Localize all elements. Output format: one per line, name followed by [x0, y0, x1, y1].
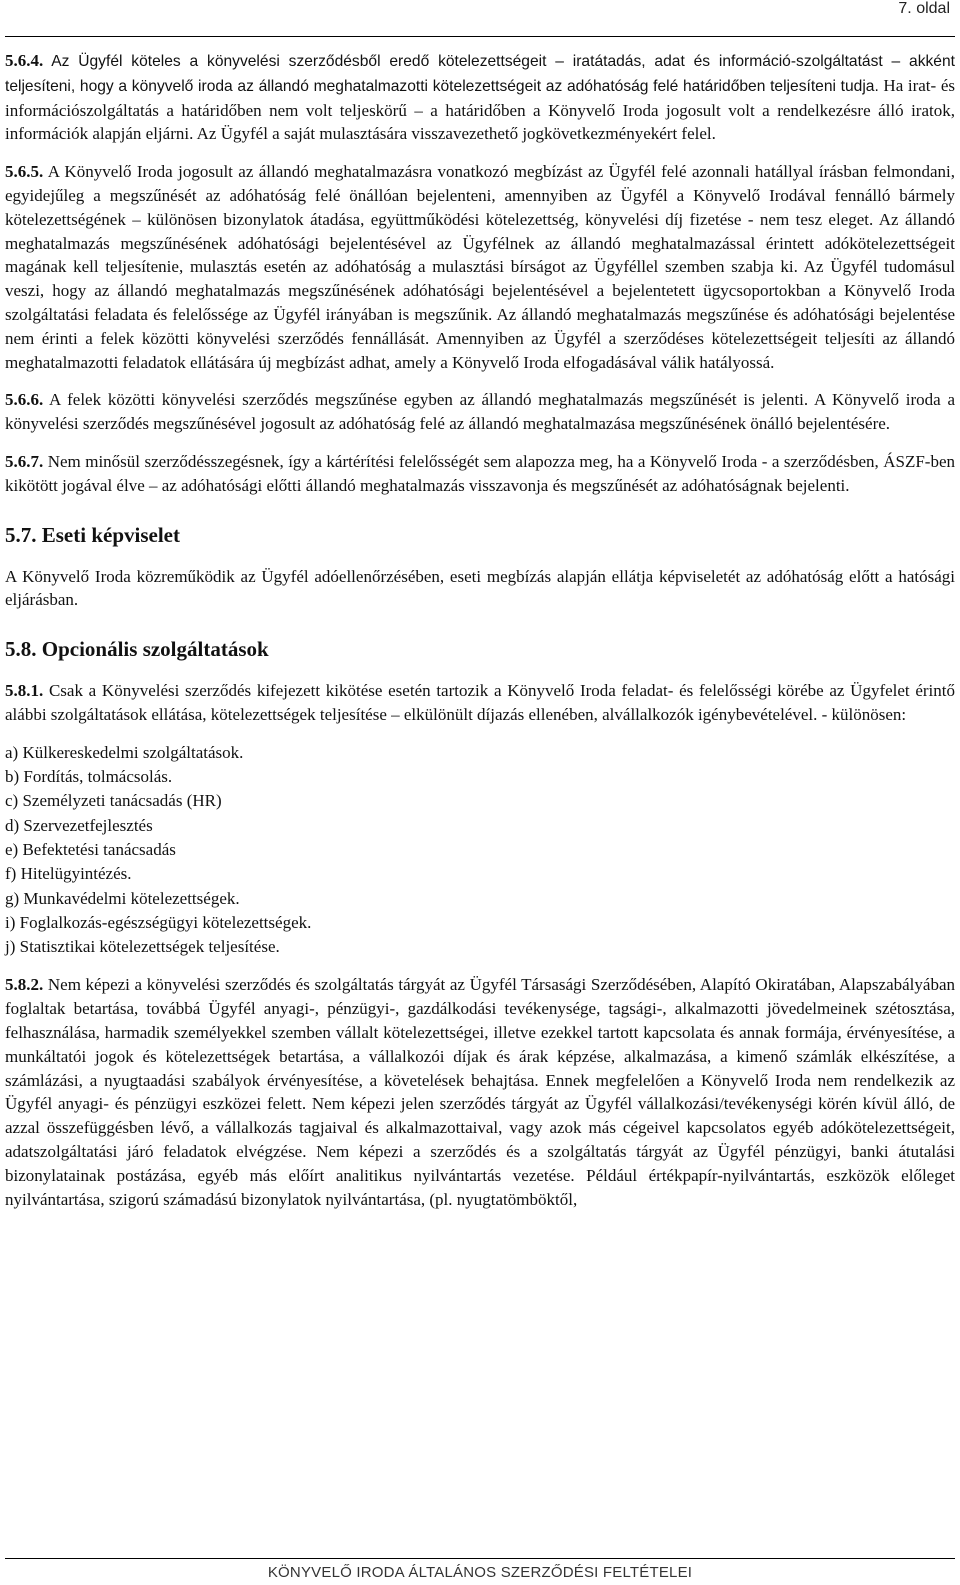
paragraph-text: Nem képezi a könyvelési szerződés és szolgáltatás tárgyát az Ügyfél Társasági Szerződésében, Alapító Okiratában, Alapszabályában foglaltak betartása, továbbá Ügyfél anyagi-, pénzügyi-, gazdálkodási tevékenysége, tagsági-, alkalmazotti jövedelmeinek szétosztása, felhasználása, harmadik személyekkel szemben vállalt kötelezettségei, illetve ezekkel tartott kapcsolata és annak formája, érvényesítése, a munkáltatói jogok és kötelezettségek betartása, a vállalkozói díjak és árak képzése, alkalmazása, a kimenő számlák elkészítése, a számlázási, a nyugtaadási szabályok érvényesítése, a követelések behajtása. Ennek megfelelően a Könyvelő Iroda nem rendelkezik az Ügyfél anyagi- és pénzügyi eszközei felett. Nem képezi jelen szerződés tárgyát az Ügyfél vállalkozási/tevékenységi körén kívül álló, de azzal összefüggésben lévő, a vállalkozás tagjaival és alkalmazottaival, vagy azok más cégeivel kapcsolatos egyéb adókötelezettségeit, adatszolgáltatási járó feladatok elvégzése. Nem képezi a szerződés és a szolgáltatás tárgyát az Ügyfél pénzügyi, banki átutalási bizonylatainak postázása, egyéb más előírt analitikus nyilvántartás vezetése. Például értékpapír-nyilvántartás, eszközök előleget nyilvántartása, szigorú számadású bizonylatok nyilvántartása, (pl. nyugtatömböktől, — [5, 975, 955, 1209]
document-body — [5, 49, 955, 1225]
paragraph-text: Nem minősül szerződésszegésnek, így a kártérítési felelősségét sem alapozza meg, ha a Könyvelő Iroda - a szerződésben, ÁSZF-ben kikötött jogával élve – az adóhatósági előtti állandó meghatalmazás visszavonja és megszűnését az adóhatóságnak bejelenti. — [5, 451, 955, 495]
paragraph-text: A felek közötti könyvelési szerződés megszűnése egyben az állandó meghatalmazás megszűnését is jelenti. A Könyvelő iroda a könyvelési szerződés megszűnésével jogosult az adóhatóság felé az állandó meghatalmazása megszűnésének önálló bejelentésére. — [5, 390, 955, 434]
section-number: 5.8.2. — [5, 975, 44, 995]
section-number: 5.6.4. — [5, 51, 44, 70]
heading-5-8: 5.8. Opcionális szolgáltatások — [5, 637, 269, 662]
footer-title: KÖNYVELŐ IRODA ÁLTALÁNOS SZERZŐDÉSI FELTÉTELEI — [267, 1564, 693, 1581]
paragraph-text: A Könyvelő Iroda jogosult az állandó meghatalmazásra vonatkozó megbízást az Ügyfél felé azonnali hatállyal írásban felmondani, egyidejűleg a megszűnését az adóhatóság felé önállóan bejelenteni, amennyiben az Ügyfél a Könyvelő Irodával fennálló bármely kötelezettségének – különösen bizonylatok átadása, együttműködési kötelezettség, könyvelési díj fizetése - nem tesz eleget. Az állandó meghatalmazás megszűnésének adóhatósági bejelentésével az Ügyfélnek az állandó meghatalmazással érintett adókötelezettségeit magának kell teljesítenie, mulasztás esetén az adóhatóság a mulasztási bírságot az Ügyféllel szemben szabja ki. Az Ügyfél tudomásul veszi, hogy az állandó meghatalmazás megszűnésének adóhatósági bejelentésével a bejelentetett ügycsoportokban a Könyvelő Iroda szolgáltatási feladata és felelőssége az Ügyfél irányában is megszűnik. Az állandó meghatalmazás megszűnése és adóhatósági bejelentése nem érinti a felek közötti könyvelési szerződés fennállását. Amennyiben az Ügyfél a szerződéses kötelezettségeit teljesíti az állandó meghatalmazotti feladatok ellátására új megbízást adhat, amely a Könyvelő Iroda elfogadásával válik hatályossá. — [5, 162, 955, 372]
paragraph-5-7: A Könyvelő Iroda közreműködik az Ügyfél adóellenőrzésében, eseti megbízás alapján ellátja képviseletét az adóhatóság előtt a hatósági eljárásban. — [5, 566, 955, 610]
list-item: c) Személyzeti tanácsadás (HR) — [5, 791, 222, 811]
paragraph-5-8-2 — [5, 973, 955, 1211]
services-list — [5, 741, 955, 960]
section-number: 5.6.6. — [5, 390, 44, 410]
list-item: b) Fordítás, tolmácsolás. — [5, 767, 173, 787]
list-item: j) Statisztikai kötelezettségek teljesítése. — [5, 937, 280, 957]
paragraph-5-6-6 — [5, 388, 955, 436]
page-number: 7. oldal — [898, 0, 950, 17]
section-number: 5.8.1. — [5, 681, 44, 701]
list-item: d) Szervezetfejlesztés — [5, 815, 153, 835]
list-item: e) Befektetési tanácsadás — [5, 839, 176, 859]
paragraph-text: Csak a Könyvelési szerződés kifejezett kikötése esetén tartozik a Könyvelő Iroda feladat- és felelősségi körébe az Ügyfelet érintő alábbi szolgáltatások ellátása, kötelezettségek teljesítése – elkülönült díjazás ellenében, alvállalkozók igénybevételével. - különösen: — [5, 681, 955, 724]
section-number: 5.6.5. — [5, 162, 44, 182]
list-item: g) Munkavédelmi kötelezettségek. — [5, 888, 240, 908]
section-number: 5.6.7. — [5, 451, 44, 471]
list-item: a) Külkereskedelmi szolgáltatások. — [5, 742, 244, 762]
header-divider — [5, 36, 955, 37]
paragraph-5-8-1 — [5, 679, 955, 727]
paragraph-5-6-5 — [5, 160, 955, 374]
heading-5-7: 5.7. Eseti képviselet — [5, 522, 180, 547]
list-item: f) Hitelügyintézés. — [5, 864, 132, 884]
paragraph-text: Ha irat- és információszolgáltatás a határidőben nem volt teljeskörű – a határidőben a Könyvelő Iroda jogosult volt a rendelkezésre álló iratok, információk alapján eljárni. Az Ügyfél a saját mulasztására visszavezethető jogkövetkezményekért felel. — [5, 75, 955, 144]
paragraph-5-6-7 — [5, 450, 955, 498]
paragraph-5-6-4 — [5, 49, 955, 146]
list-item: i) Foglalkozás-egészségügyi kötelezettségek. — [5, 912, 312, 932]
paragraph-text-sans: Az Ügyfél köteles a könyvelési szerződésből eredő kötelezettségeit – iratátadás, adat és információ-szolgáltatást – akként teljesíteni, hogy a könyvelő iroda az állandó meghatalmazotti kötelezettségeit az adóhatóság felé határidőben teljesíteni tudja. — [5, 53, 955, 95]
footer-divider — [5, 1558, 955, 1559]
